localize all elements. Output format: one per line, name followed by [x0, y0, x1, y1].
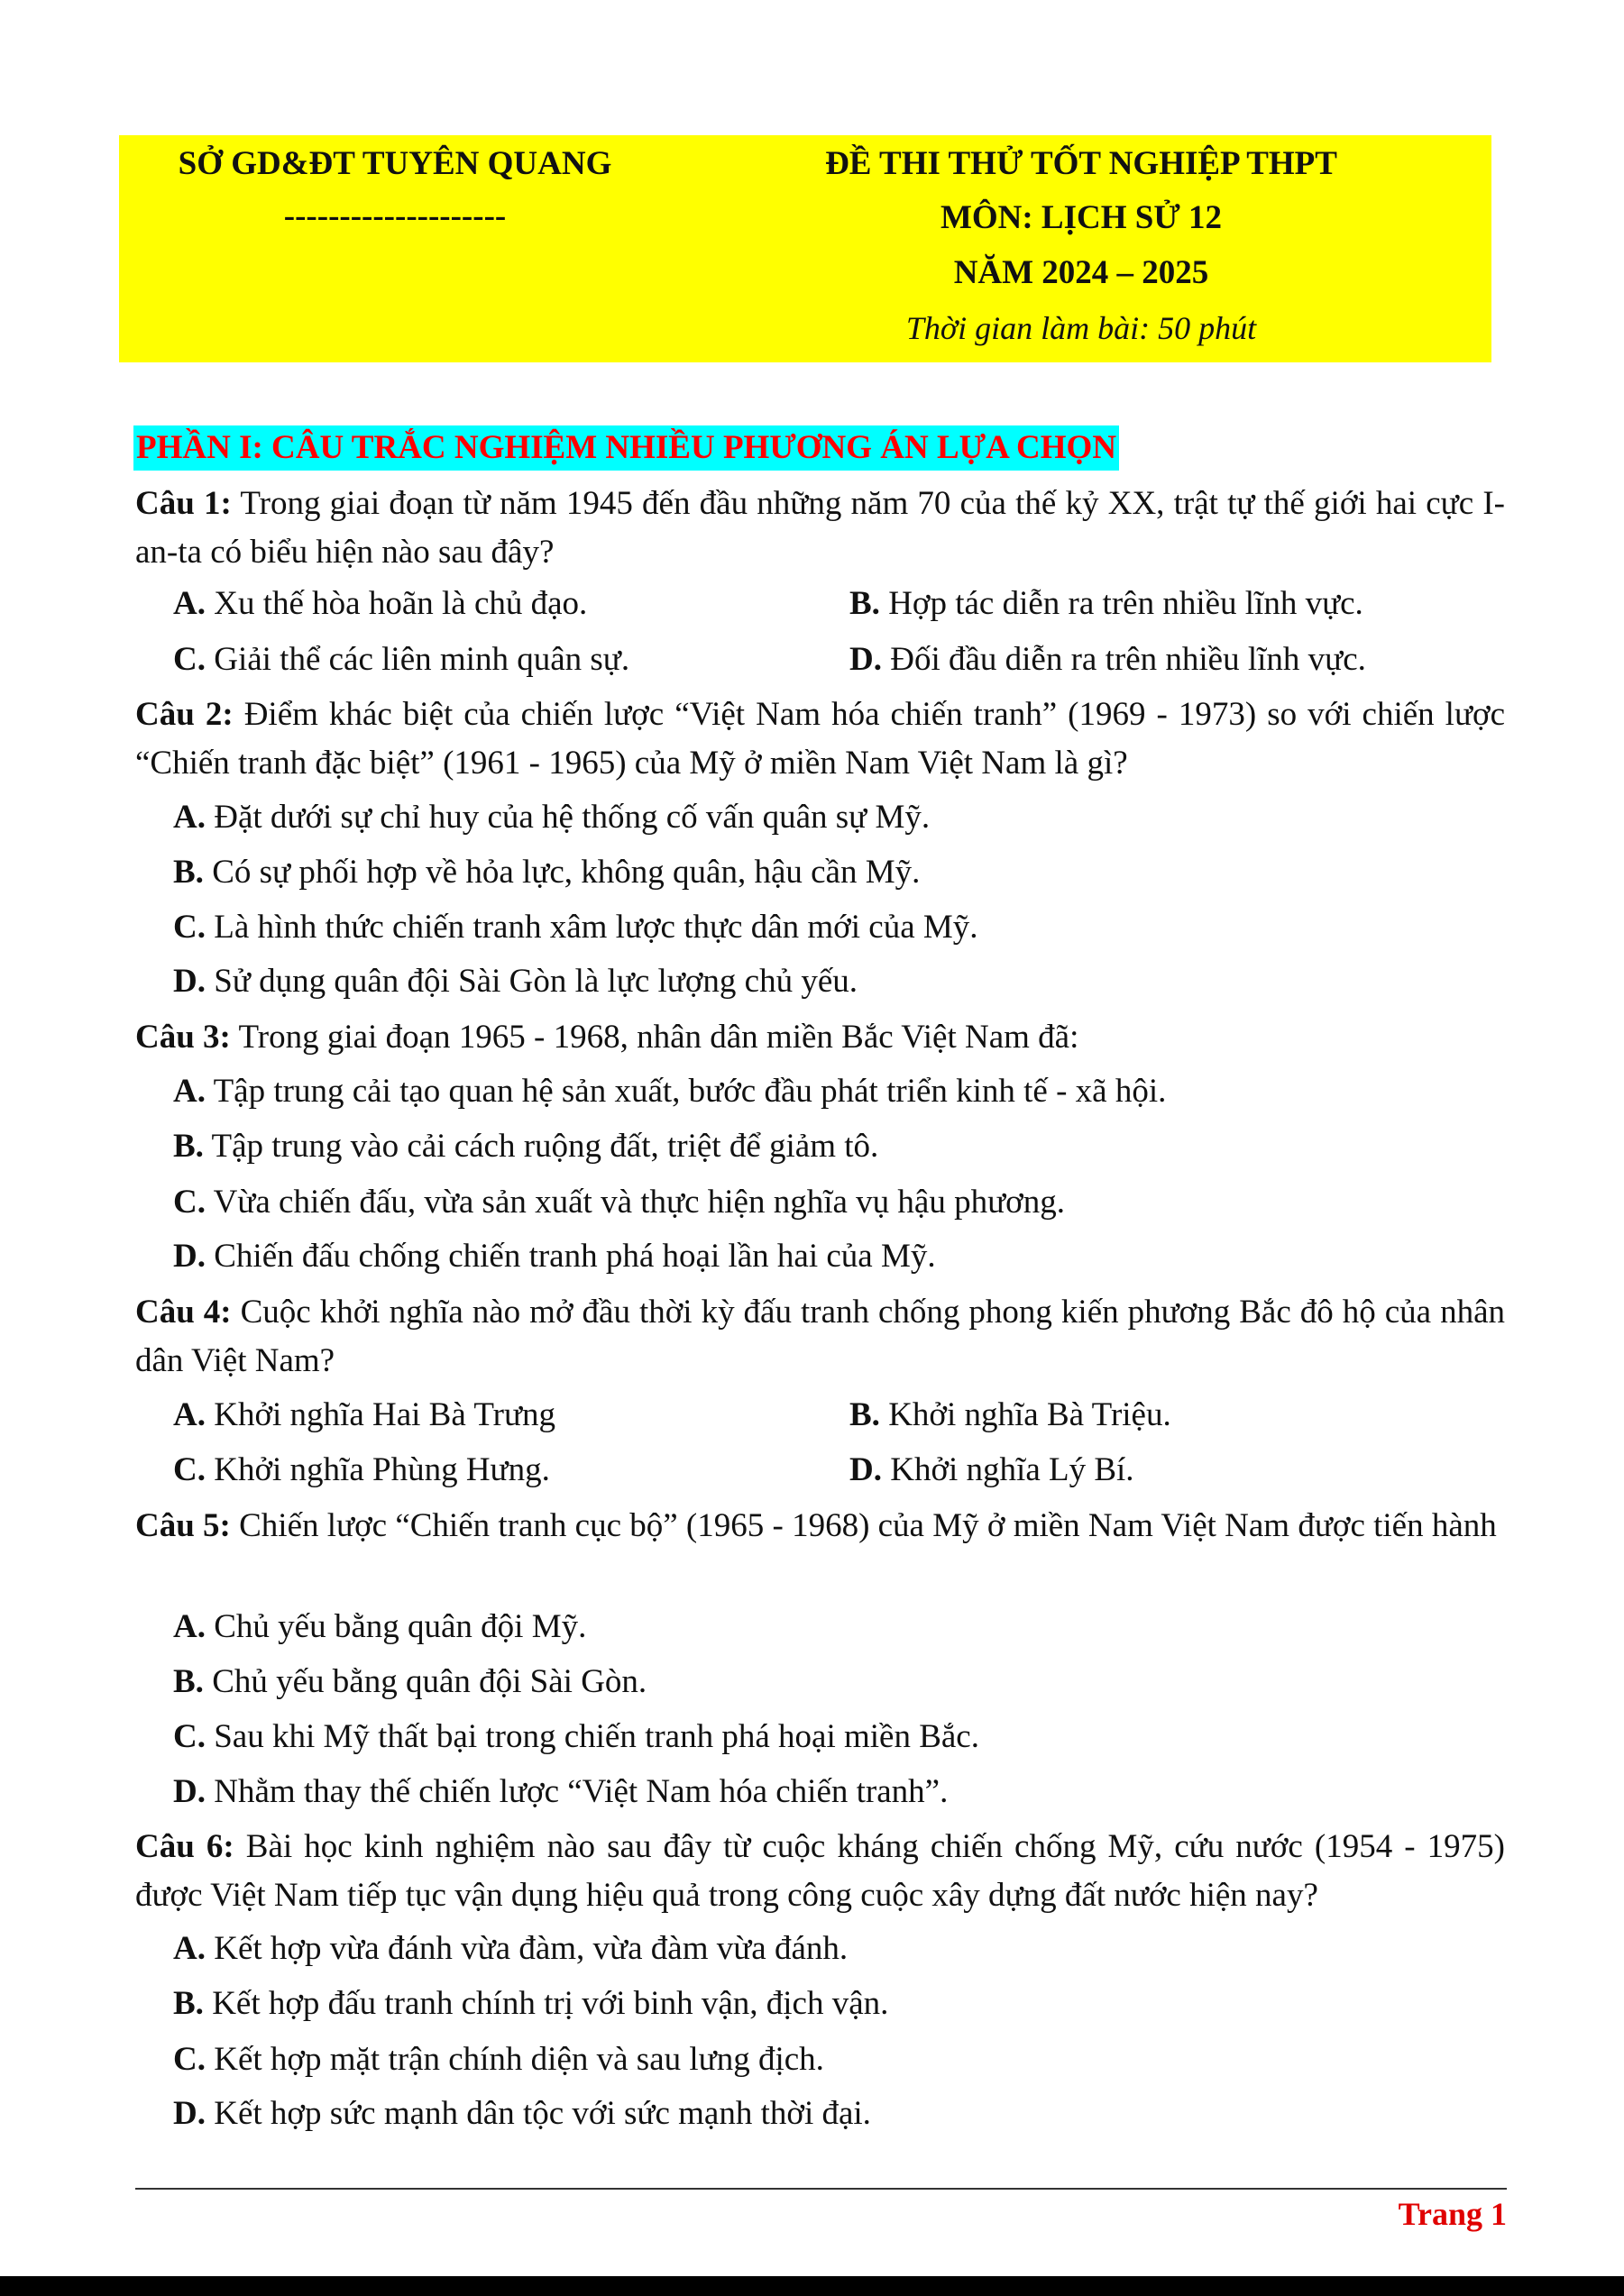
option-label: D.	[173, 963, 206, 1000]
question-label: Câu 1:	[135, 485, 232, 522]
option-label: C.	[173, 1451, 206, 1488]
option-label: B.	[173, 1985, 204, 2022]
question-text: Điểm khác biệt của chiến lược “Việt Nam hóa chiến tranh” (1969 - 1973) so với chiến lược “Chiến tranh đặc biệt” (1961 - 1965) của Mỹ ở miền Nam Việt Nam là gì?	[135, 696, 1505, 782]
option-text: Kết hợp mặt trận chính diện và sau lưng địch.	[214, 2041, 824, 2078]
subject-title: MÔN: LỊCH SỬ 12	[940, 199, 1223, 236]
option-3d	[173, 1234, 936, 1279]
question-text: Cuộc khởi nghĩa nào mở đầu thời kỳ đấu tranh chống phong kiến phương Bắc đô hộ của nhân dân Việt Nam?	[135, 1294, 1505, 1379]
option-5a	[173, 1605, 586, 1650]
option-2d	[173, 959, 858, 1004]
option-label: C.	[173, 641, 206, 678]
footer-divider	[135, 2188, 1507, 2190]
option-2a	[173, 795, 930, 840]
option-label: A.	[173, 799, 206, 836]
option-label: B.	[173, 854, 204, 891]
option-1c	[173, 637, 629, 682]
option-2b	[173, 850, 920, 895]
option-text: Đặt dưới sự chỉ huy của hệ thống cố vấn quân sự Mỹ.	[214, 799, 931, 836]
option-text: Chủ yếu bằng quân đội Sài Gòn.	[212, 1663, 647, 1700]
option-label: D.	[173, 1773, 206, 1810]
option-text: Sau khi Mỹ thất bại trong chiến tranh phá hoại miền Bắc.	[214, 1718, 979, 1755]
question-label: Câu 6:	[135, 1828, 234, 1865]
department-name: SỞ GD&ĐT TUYÊN QUANG	[178, 145, 612, 182]
option-label: A.	[173, 1073, 206, 1110]
option-label: A.	[173, 585, 206, 622]
option-text: Kết hợp đấu tranh chính trị với binh vận, địch vận.	[212, 1985, 889, 2022]
option-1b	[849, 581, 1363, 627]
question-label: Câu 3:	[135, 1019, 231, 1056]
option-label: C.	[173, 1184, 206, 1221]
option-2c	[173, 905, 978, 950]
exam-year: NĂM 2024 – 2025	[953, 254, 1209, 291]
question-label: Câu 4:	[135, 1294, 232, 1331]
option-label: A.	[173, 1396, 206, 1433]
exam-header	[119, 135, 1491, 362]
question-text: Trong giai đoạn 1965 - 1968, nhân dân miền Bắc Việt Nam đã:	[238, 1019, 1079, 1056]
section-title: PHẦN I: CÂU TRẮC NGHIỆM NHIỀU PHƯƠNG ÁN LỰA CHỌN	[133, 425, 1119, 471]
header-right	[671, 135, 1491, 362]
option-1d	[849, 637, 1366, 682]
question-3	[135, 1013, 1505, 1062]
question-6	[135, 1823, 1505, 1920]
option-text: Khởi nghĩa Bà Triệu.	[888, 1396, 1171, 1433]
page-bottom-edge	[0, 2276, 1624, 2296]
option-label: D.	[173, 1238, 206, 1275]
option-4d	[849, 1448, 1134, 1493]
question-label: Câu 2:	[135, 696, 234, 733]
option-text: Chiến đấu chống chiến tranh phá hoại lần hai của Mỹ.	[214, 1238, 936, 1275]
option-text: Kết hợp vừa đánh vừa đàm, vừa đàm vừa đánh.	[214, 1930, 849, 1967]
option-label: B.	[849, 585, 880, 622]
option-6a	[173, 1926, 848, 1971]
option-text: Là hình thức chiến tranh xâm lược thực dân mới của Mỹ.	[214, 909, 978, 946]
option-4b	[849, 1393, 1171, 1438]
option-text: Hợp tác diễn ra trên nhiều lĩnh vực.	[888, 585, 1363, 622]
option-text: Giải thể các liên minh quân sự.	[214, 641, 630, 678]
option-text: Khởi nghĩa Phùng Hưng.	[214, 1451, 550, 1488]
option-text: Kết hợp sức mạnh dân tộc với sức mạnh thời đại.	[214, 2095, 871, 2132]
option-5c	[173, 1715, 979, 1760]
option-label: D.	[173, 2095, 206, 2132]
question-text: Bài học kinh nghiệm nào sau đây từ cuộc kháng chiến chống Mỹ, cứu nước (1954 - 1975) được Việt Nam tiếp tục vận dụng hiệu quả trong công cuộc xây dựng đất nước hiện nay?	[135, 1828, 1506, 1914]
option-3c	[173, 1180, 1065, 1225]
question-text: Chiến lược “Chiến tranh cục bộ” (1965 - 1968) của Mỹ ở miền Nam Việt Nam được tiến hành	[239, 1507, 1497, 1544]
option-5d	[173, 1770, 948, 1815]
question-text: Trong giai đoạn từ năm 1945 đến đầu những năm 70 của thế kỷ XX, trật tự thế giới hai cực I-an-ta có biểu hiện nào sau đây?	[135, 485, 1505, 571]
option-text: Tập trung cải tạo quan hệ sản xuất, bước đầu phát triển kinh tế - xã hội.	[213, 1073, 1167, 1110]
option-text: Vừa chiến đấu, vừa sản xuất và thực hiện nghĩa vụ hậu phương.	[213, 1184, 1065, 1221]
option-text: Có sự phối hợp về hỏa lực, không quân, hậu cần Mỹ.	[212, 854, 921, 891]
exam-title: ĐỀ THI THỬ TỐT NGHIỆP THPT	[825, 145, 1337, 182]
option-label: B.	[173, 1663, 204, 1700]
option-label: A.	[173, 1608, 206, 1645]
option-label: D.	[849, 1451, 882, 1488]
option-text: Nhằm thay thế chiến lược “Việt Nam hóa chiến tranh”.	[214, 1773, 949, 1810]
option-1a	[173, 581, 587, 627]
question-4	[135, 1288, 1505, 1386]
option-3a	[173, 1069, 1166, 1114]
question-label: Câu 5:	[135, 1507, 231, 1544]
option-5b	[173, 1660, 647, 1705]
option-6b	[173, 1981, 888, 2026]
option-label: C.	[173, 1718, 206, 1755]
option-label: A.	[173, 1930, 206, 1967]
option-label: C.	[173, 909, 206, 946]
option-6d	[173, 2091, 871, 2136]
option-6c	[173, 2037, 824, 2082]
option-label: D.	[849, 641, 882, 678]
option-4a	[173, 1393, 555, 1438]
header-left	[119, 135, 671, 362]
option-text: Khởi nghĩa Hai Bà Trưng	[214, 1396, 556, 1433]
option-text: Đối đầu diễn ra trên nhiều lĩnh vực.	[890, 641, 1366, 678]
option-text: Tập trung vào cải cách ruộng đất, triệt để giảm tô.	[211, 1128, 879, 1165]
question-5	[135, 1502, 1505, 1550]
option-text: Sử dụng quân đội Sài Gòn là lực lượng chủ yếu.	[214, 963, 858, 1000]
question-1	[135, 480, 1505, 577]
option-label: B.	[849, 1396, 880, 1433]
page-number: Trang 1	[1398, 2196, 1507, 2232]
option-label: B.	[173, 1128, 204, 1165]
header-divider-dashes: --------------------	[283, 197, 507, 234]
option-text: Chủ yếu bằng quân đội Mỹ.	[214, 1608, 587, 1645]
exam-duration: Thời gian làm bài: 50 phút	[905, 310, 1257, 346]
option-3b	[173, 1124, 878, 1169]
option-label: C.	[173, 2041, 206, 2078]
option-text: Khởi nghĩa Lý Bí.	[890, 1451, 1134, 1488]
option-4c	[173, 1448, 550, 1493]
option-text: Xu thế hòa hoãn là chủ đạo.	[214, 585, 588, 622]
question-2	[135, 691, 1505, 788]
